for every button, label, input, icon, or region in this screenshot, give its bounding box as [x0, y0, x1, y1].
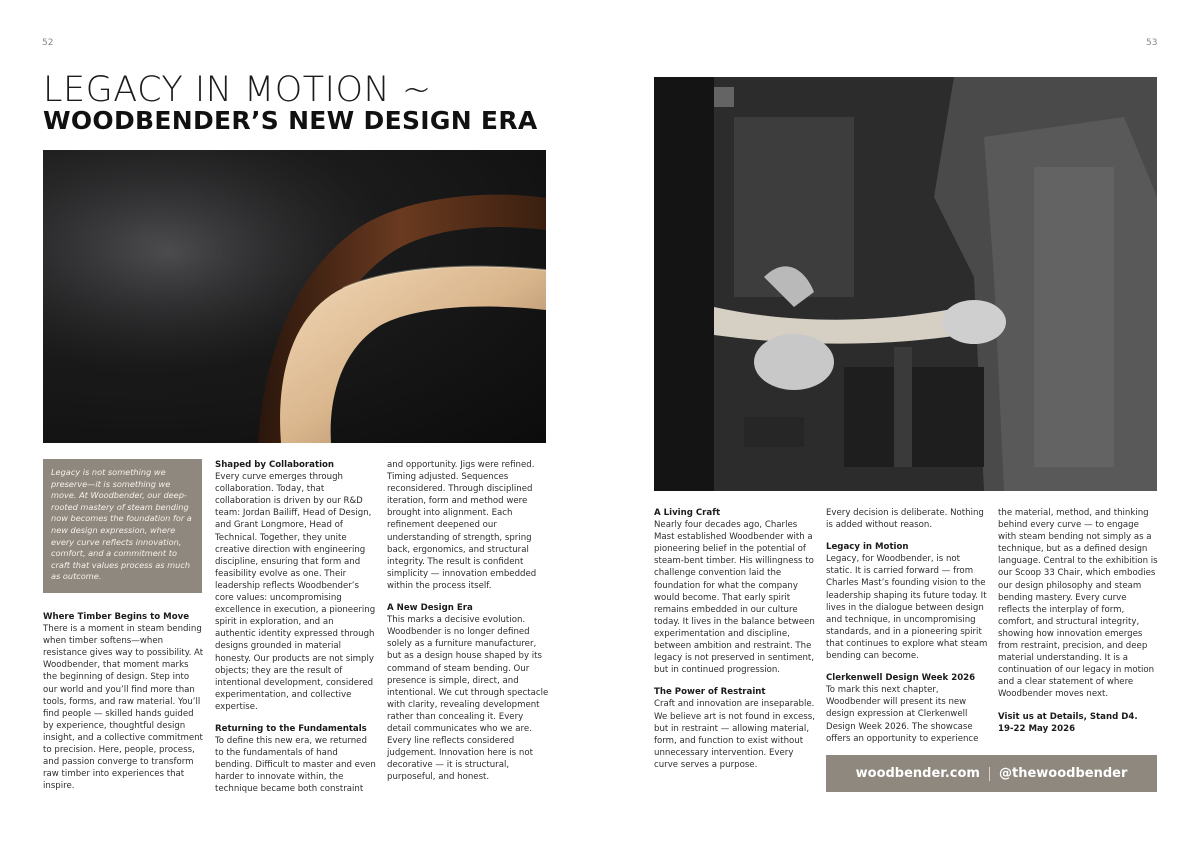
- body-collaboration: Every curve emerges through collaboration. Today, that collaboration is driven by our R&D team: Jordan Bailiff, Head of Design, and Grant Longmore, Head of Technical. Together, they unite creative direction with engineering discipline, ensuring that form and feasibility evolve as one. Their leadership reflects Woodbender’s core values: uncompromising excellence in execution, a pioneering spirit in exploration, and an authentic identity expressed through designs grounded in material honesty. Our products are not simply objects; they are the result of intentional development, considered experimentation, and collective expertise.: [215, 472, 376, 712]
- body-restraint-continued: Every decision is deliberate. Nothing is added without reason.: [826, 508, 984, 531]
- text-column-2: [215, 459, 377, 796]
- visit-line-1: Visit us at Details, Stand D4.: [998, 711, 1138, 722]
- headline-line-1: LEGACY IN MOTION ~: [43, 70, 432, 110]
- body-legacy: Legacy, for Woodbender, is not static. It is carried forward — from Charles Mast’s founding vision to the leadership shaping its future today. It lives in the dialogue between design and technique, in uncompromising standards, and in a pioneering spirit that continues to explore what steam bending can become.: [826, 554, 988, 662]
- text-column-5: [826, 507, 988, 745]
- social-handle-link[interactable]: @thewoodbender: [998, 766, 1128, 781]
- body-fundamentals: To define this new era, we returned to the fundamentals of hand bending. Difficult to master and even harder to innovate within, the technique became both constraint: [215, 736, 376, 795]
- workshop-photo-illustration: [654, 77, 1157, 491]
- website-link[interactable]: woodbender.com: [855, 766, 980, 781]
- heading-timber: Where Timber Begins to Move: [43, 612, 190, 622]
- chair-photo-illustration: [43, 150, 546, 443]
- body-fundamentals-continued: and opportunity. Jigs were refined. Timing adjusted. Sequences reconsidered. Through disciplined iteration, form and method were brought into alignment. Each refinement deepened our understanding of strength, spring back, ergonomics, and structural integrity. The result is confident simplicity — innovation embedded within the process itself.: [387, 460, 537, 591]
- workshop-photo: [654, 77, 1157, 491]
- pull-quote-box: [43, 459, 202, 593]
- chair-photo: [43, 150, 546, 443]
- body-timber: There is a moment in steam bending when timber softens—when resistance gives way to possibility. At Woodbender, that moment marks the beginning of design. Step into our world and you’ll find more than tools, forms, and raw material. You’ll find people — skilled hands guided by experience, thoughtful design insight, and a collective commitment to precision. Here, people, process, and passion converge to transform raw timber into experiences that inspire.: [43, 624, 204, 792]
- page-number-left: 52: [42, 38, 54, 48]
- contact-bar: [826, 755, 1157, 792]
- body-new-era: This marks a decisive evolution. Woodbender is no longer defined solely as a furniture manufacturer, but as a design house shaped by its command of steam bending. Our presence is simple, direct, and intentional. We cut through spectacle with clarity, revealing development rather than concealing it. Every detail communicates who we are. Every line reflects considered judgement. Innovation here is not decorative — it is structural, purposeful, and honest.: [387, 615, 549, 783]
- body-restraint: Craft and innovation are inseparable. We believe art is not found in excess, but in restraint — allowing material, form, and function to exist without unnecessary intervention. Every curve serves a purpose.: [654, 699, 815, 770]
- text-column-3: [387, 459, 549, 783]
- page-number-right: 53: [1146, 38, 1158, 48]
- text-column-1: [43, 611, 205, 792]
- heading-fundamentals: Returning to the Fundamentals: [215, 723, 367, 734]
- visit-line-2: 19-22 May 2026: [998, 723, 1076, 734]
- body-clerkenwell: To mark this next chapter, Woodbender will present its new design expression at Clerkenwell Design Week 2026. The showcase offers an opportunity to experience: [826, 685, 979, 744]
- heading-restraint: The Power of Restraint: [654, 687, 766, 698]
- contact-divider: [989, 767, 990, 781]
- heading-clerkenwell: Clerkenwell Design Week 2026: [826, 673, 976, 684]
- pull-quote-text: Legacy is not something we preserve—it is something we move. At Woodbender, our deep-rooted mastery of steam bending now becomes the foundation for a new design expression, where every curve reflects innovation, comfort, and a commitment to craft that values process as much as outcome.: [51, 467, 192, 582]
- text-column-4: [654, 507, 816, 771]
- body-living-craft: Nearly four decades ago, Charles Mast established Woodbender with a pioneering belief in the potential of steam-bent timber. His willingness to challenge convention laid the foundation for what the company would become. That early spirit remains embedded in our culture today. It lives in the balance between experimentation and discipline, between ambition and restraint. The legacy is not preserved in sentiment, but in continued progression.: [654, 520, 815, 676]
- body-clerkenwell-continued: the material, method, and thinking behind every curve — to engage with steam bending not simply as a technique, but as a defined design language. Central to the exhibition is our Scoop 33 Chair, which embodies our design philosophy and steam bending mastery. Every curve reflects the interplay of form, comfort, and structural integrity, showing how innovation emerges from restraint, precision, and deep material understanding. It is a continuation of our legacy in motion and a clear statement of where Woodbender moves next.: [998, 508, 1158, 700]
- headline-line-2: WOODBENDER’S NEW DESIGN ERA: [43, 106, 538, 135]
- heading-legacy: Legacy in Motion: [826, 542, 909, 553]
- heading-collaboration: Shaped by Collaboration: [215, 460, 335, 470]
- text-column-6: [998, 507, 1158, 735]
- heading-new-era: A New Design Era: [387, 603, 473, 614]
- heading-living-craft: A Living Craft: [654, 508, 721, 518]
